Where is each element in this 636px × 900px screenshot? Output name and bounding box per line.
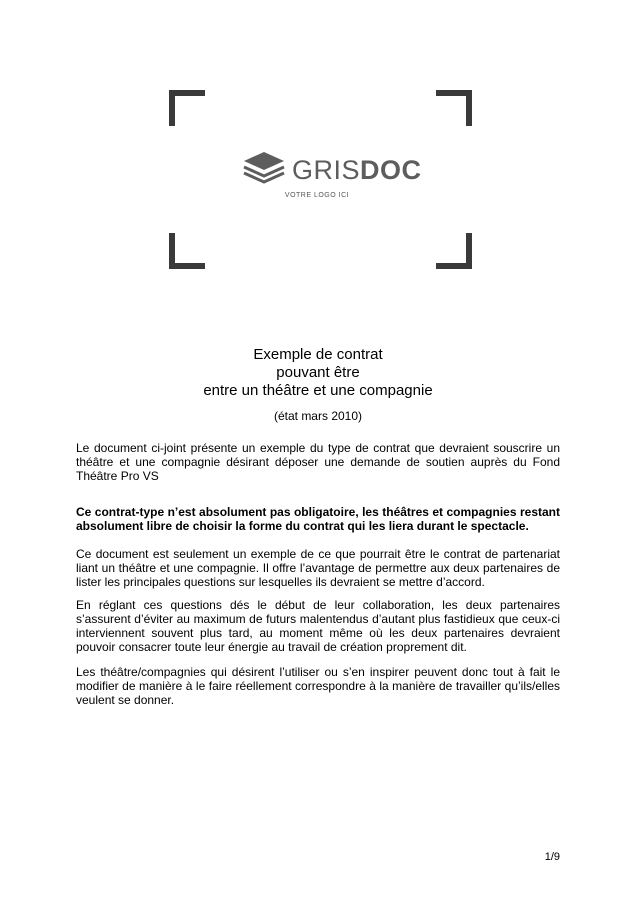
paragraph-purpose: Ce document est seulement un exemple de ce que pourrait être le contrat de partenariat liant un théâtre et une compagnie. Il offre l’avantage de permettre aux deux partenaires de lister les principales questions sur lesquelles ils devraient se mettre d’accord.	[76, 547, 560, 589]
logo-brand-prefix: GRIS	[292, 155, 361, 185]
logo-tagline: VOTRE LOGO ICI	[284, 192, 350, 199]
title-line-3: entre un théâtre et une compagnie	[203, 382, 433, 399]
logo-frame-corner-bottom-right	[436, 233, 472, 269]
logo-frame-corner-bottom-left	[169, 233, 205, 269]
logo-frame-corner-top-right	[436, 90, 472, 126]
page-number: 1/9	[544, 851, 560, 863]
logo-brand-suffix: DOC	[360, 155, 422, 185]
paragraph-intro: Le document ci-joint présente un exemple du type de contrat que devraient souscrire un théâtre et une compagnie désirant déposer une demande de soutien auprès du Fond Théâtre Pro VS	[76, 441, 560, 483]
paragraph-notice: Ce contrat-type n’est absolument pas obligatoire, les théâtres et compagnies restant absolument libre de choisir la forme du contrat qui les liera durant le spectacle.	[76, 505, 560, 533]
title-line-2: pouvant être	[276, 364, 360, 381]
logo	[242, 150, 422, 191]
stacked-layers-icon	[242, 150, 286, 191]
logo-frame-corner-top-left	[169, 90, 205, 126]
paragraph-benefits: En réglant ces questions dés le début de leur collaboration, les deux partenaires s’assurent d’éviter au maximum de futurs malentendus d’autant plus fastidieux que ceux-ci interviennent souvent plus tard, au moment même où les deux partenaires devraient pouvoir consacrer toute leur énergie au travail de création proprement dit.	[76, 598, 560, 654]
document-title	[0, 346, 636, 400]
document-date: (état mars 2010)	[273, 409, 363, 423]
paragraph-usage: Les théâtre/compagnies qui désirent l’utiliser ou s’en inspirer peuvent donc tout à fait le modifier de manière à le faire réellement correspondre à la manière de travailler qu’ils/elles veulent se donner.	[76, 665, 560, 707]
title-line-1: Exemple de contrat	[253, 346, 383, 363]
logo-wordmark	[292, 155, 422, 186]
